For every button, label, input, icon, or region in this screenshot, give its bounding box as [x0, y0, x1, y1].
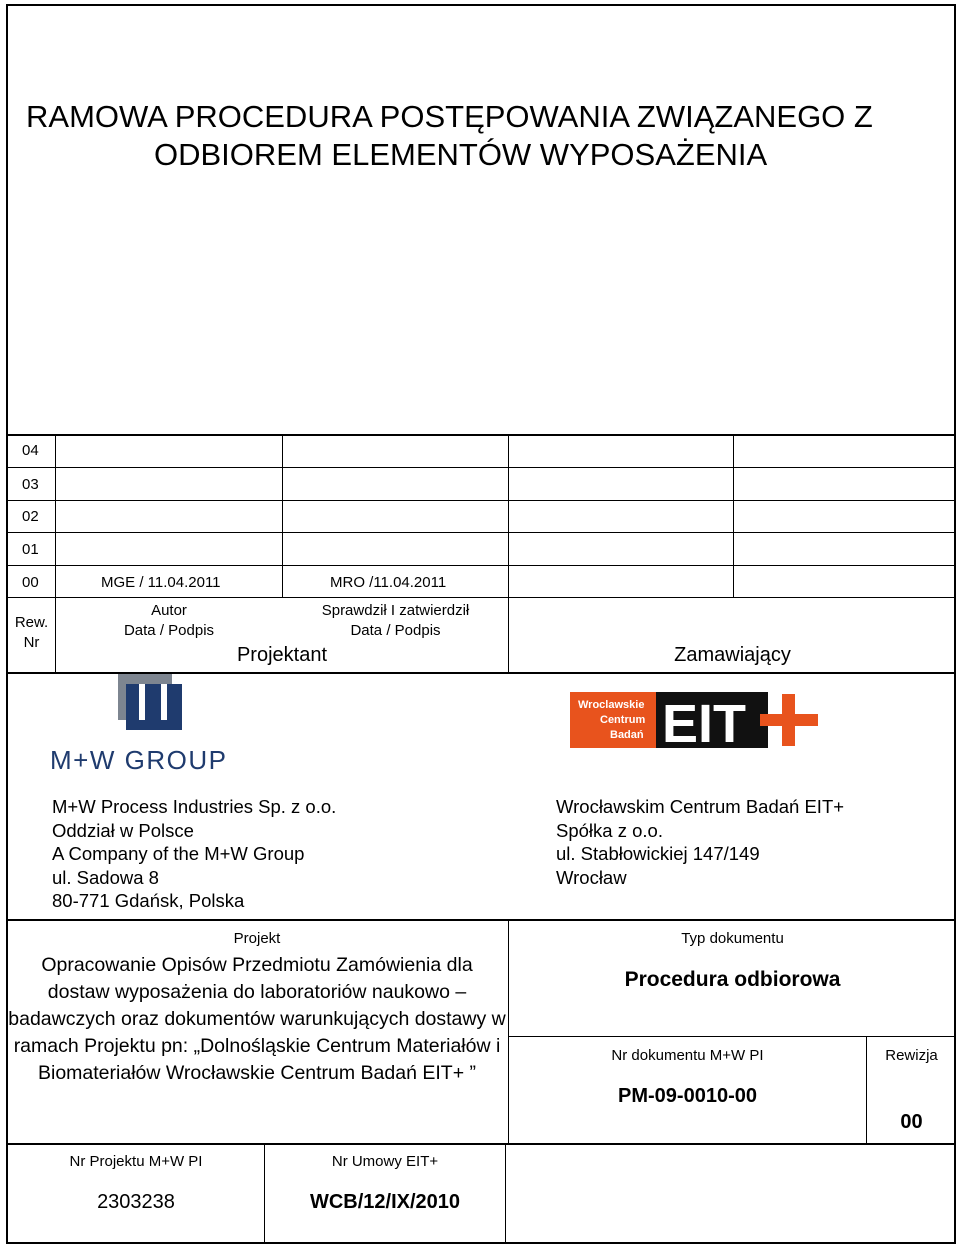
doc-number-label: Nr dokumentu M+W PI: [611, 1047, 764, 1064]
project-label: Projekt: [233, 930, 281, 947]
revision-row-divider: [8, 467, 956, 468]
header-rev-label: Rew.: [14, 614, 49, 631]
project-table-col-divider: [508, 920, 509, 1144]
contractor-line: M+W Process Industries Sp. z o.o.: [52, 796, 337, 817]
eit-logo-line-2: Centrum: [600, 714, 646, 726]
title-line-2: ODBIOREM ELEMENTÓW WYPOSAŻENIA: [154, 137, 768, 172]
doc-type-divider: [508, 1036, 956, 1037]
project-table-bottom-border: [8, 1143, 956, 1145]
revision-row-00: 00: [22, 574, 39, 591]
document-title: [26, 98, 946, 174]
eit-logo-plus-vertical: [782, 694, 795, 746]
mw-logo-front-square: [126, 684, 182, 730]
header-checker: [283, 601, 508, 641]
contract-no-label: Nr Umowy EIT+: [331, 1153, 439, 1170]
client-line: Wrocławskim Centrum Badań EIT+: [556, 796, 845, 817]
client-line: Spółka z o.o.: [556, 819, 663, 841]
header-author-label: Autor: [151, 602, 187, 619]
contractor-line: Oddział w Polsce: [52, 819, 194, 841]
eit-logo: [570, 690, 820, 750]
contract-no-value: WCB/12/IX/2010: [309, 1191, 461, 1213]
contractor-line: 80-771 Gdańsk, Polska: [52, 890, 245, 911]
revision-row-02: 02: [22, 508, 39, 525]
revision-row-divider: [8, 565, 956, 566]
projektant-label: Projektant: [236, 644, 328, 666]
revision-00-author: MGE / 11.04.2011: [101, 574, 221, 591]
mw-logo-slot: [139, 684, 145, 720]
contractor-address: [52, 795, 336, 913]
project-table-top-border: [8, 919, 956, 921]
project-no-label: Nr Projektu M+W PI: [69, 1153, 203, 1170]
mw-logo-slot: [161, 684, 167, 720]
zamawiajacy-label: Zamawiający: [674, 644, 791, 666]
client-address: [556, 795, 844, 889]
client-line: ul. Stabłowickiej 147/149: [556, 843, 760, 864]
header-checker-label: Sprawdził I zatwierdził: [321, 602, 470, 619]
footer-col-divider: [505, 1144, 506, 1244]
project-no-value: 2303238: [97, 1191, 175, 1213]
revision-row-04: 04: [22, 442, 39, 459]
doc-revision-value: 00: [900, 1111, 923, 1133]
revision-table-top-border: [8, 434, 956, 436]
revision-col-divider: [508, 435, 509, 672]
revision-row-03: 03: [22, 476, 39, 493]
eit-logo-line-1: Wroclawskie: [578, 699, 645, 711]
header-author: [56, 601, 282, 641]
contractor-line: ul. Sadowa 8: [52, 866, 159, 888]
revision-row-divider: [8, 597, 956, 598]
revision-col-divider: [733, 435, 734, 597]
revision-col-divider: [282, 435, 283, 597]
doc-type-value: Procedura odbiorowa: [624, 968, 841, 991]
eit-logo-line-3: Badań: [610, 729, 644, 741]
doc-number-value: PM-09-0010-00: [618, 1085, 757, 1107]
header-nr-label: Nr: [23, 634, 40, 651]
revision-00-checker: MRO /11.04.2011: [330, 574, 447, 591]
eit-logo-text: EIT: [662, 694, 747, 750]
doc-type-label: Typ dokumentu: [681, 930, 784, 947]
project-description: Opracowanie Opisów Przedmiotu Zamówienia dla dostaw wyposażenia do laboratoriów naukowo – badawczych oraz dokumentów warunkujących dostawy w ramach Projektu pn: „Dolnośląskie Centrum Materiałów i Biomateriałów Wrocławskie Centrum Badań EIT+ ”: [8, 954, 506, 1084]
header-checker-date: Data / Podpis: [350, 622, 441, 639]
revision-row-01: 01: [22, 541, 39, 558]
client-line: Wrocław: [556, 866, 627, 888]
mw-group-logo: [46, 670, 251, 778]
doc-revision-label: Rewizja: [885, 1047, 938, 1064]
header-rev-nr: [8, 613, 55, 653]
header-author-date: Data / Podpis: [123, 622, 215, 639]
revision-row-divider: [8, 500, 956, 501]
mw-logo-text: M+W GROUP: [50, 745, 228, 775]
revision-row-divider: [8, 532, 956, 533]
contractor-line: A Company of the M+W Group: [52, 843, 305, 864]
title-line-1: RAMOWA PROCEDURA POSTĘPOWANIA ZWIĄZANEGO Z: [26, 99, 873, 134]
